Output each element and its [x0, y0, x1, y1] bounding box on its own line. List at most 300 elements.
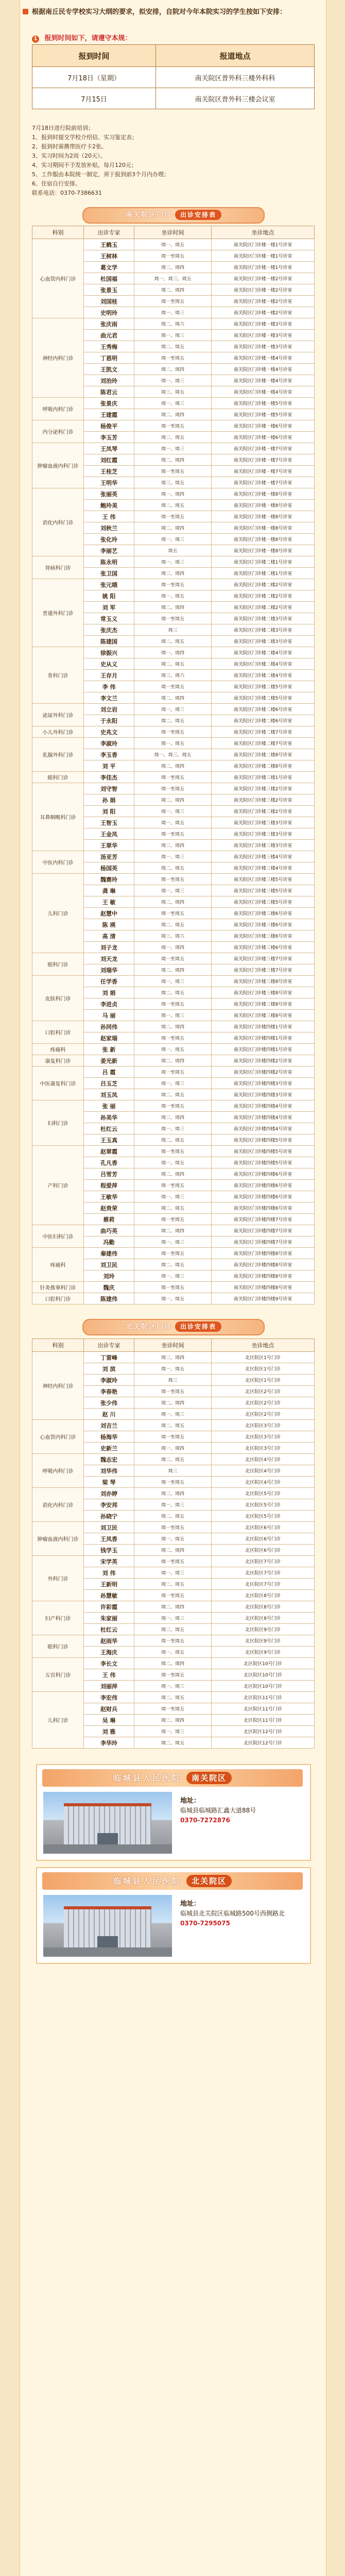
column-header: 科别 — [32, 226, 84, 239]
doctor-cell: 杜红云 — [84, 1123, 134, 1134]
doctor-cell: 刘吉兰 — [84, 1420, 134, 1431]
schedule-cell: 周三、周五 — [134, 477, 212, 488]
doctor-cell: 陈君云 — [84, 386, 134, 398]
schedule-cell: 周一至周五 — [134, 296, 212, 307]
schedule-cell: 周一至周五 — [134, 1477, 212, 1488]
doctor-cell: 刘 娟 — [84, 987, 134, 998]
doctor-cell: 刘立岩 — [84, 704, 134, 715]
table-row — [32, 1522, 315, 1533]
table-row — [32, 1293, 315, 1304]
schedule-cell: 周一、周三 — [134, 1499, 212, 1511]
doctor-cell: 徐振兴 — [84, 647, 134, 658]
doctor-cell: 王桂芝 — [84, 466, 134, 477]
doctor-cell: 姜光新 — [84, 1055, 134, 1066]
department-cell: 眼科门诊 — [32, 772, 84, 783]
schedule-cell: 周一至周五 — [134, 1703, 212, 1715]
schedule-cell: 周二、周四 — [134, 522, 212, 534]
schedule-cell: 周二、周五 — [134, 1737, 212, 1749]
note-line: 联系电话：0370-7386631 — [32, 190, 102, 196]
location-cell: 北区院区1号门诊 — [212, 1363, 315, 1375]
table-row — [32, 1692, 315, 1703]
schedule-cell: 周二、周五 — [134, 1420, 212, 1431]
doctor-cell: 史从义 — [84, 658, 134, 670]
location-cell: 北区院区7号门诊 — [212, 1556, 315, 1567]
location-cell: 南关院区门诊楼一楼2号诊室 — [212, 296, 315, 307]
department-cell: 疼痛科 — [32, 1044, 84, 1055]
location-cell: 南关院区门诊楼三楼2号诊室 — [212, 806, 315, 817]
department-cell: 外科门诊 — [32, 1556, 84, 1601]
doctor-cell: 王翠华 — [84, 840, 134, 851]
doctor-cell: 任学香 — [84, 976, 134, 987]
doctor-cell: 史兆文 — [84, 726, 134, 738]
department-cell: 骨科门诊 — [32, 647, 84, 704]
note-line: 4、实习期间不予发放补贴，每月120元； — [32, 162, 137, 168]
doctor-cell: 刘红霞 — [84, 454, 134, 466]
table-row — [32, 239, 315, 250]
schedule-cell: 周一、周三 — [134, 851, 212, 862]
doctor-cell: 刘治玲 — [84, 375, 134, 386]
schedule-cell: 周二、周四 — [134, 1488, 212, 1499]
department-cell: 呼吸内科门诊 — [32, 398, 84, 420]
doctor-cell: 李进贞 — [84, 998, 134, 1010]
schedule-cell: 周二、周五 — [134, 1692, 212, 1703]
location-cell: 南关院区门诊楼三楼5号诊室 — [212, 885, 315, 896]
schedule-cell: 周二、周五 — [134, 1202, 212, 1214]
department-cell: 内分泌科门诊 — [32, 420, 84, 443]
doctor-cell: 张卫国 — [84, 568, 134, 579]
section2-banner-pill: 出诊安排表 — [175, 1321, 221, 1332]
schedule-cell: 周二、周五 — [134, 658, 212, 670]
doctor-cell: 王新明 — [84, 1579, 134, 1590]
schedule-cell: 周二、周五 — [134, 1579, 212, 1590]
location-cell: 南关院区门诊楼一楼4号诊室 — [212, 364, 315, 375]
doctor-cell: 刘亦婷 — [84, 1488, 134, 1499]
location-cell: 南关院区门诊楼三楼4号诊室 — [212, 862, 315, 874]
doctor-cell: 陈建国 — [84, 636, 134, 647]
report-heading-text: 报到时间如下，请遵守本规： — [44, 35, 132, 42]
card-address — [180, 1899, 304, 1928]
schedule-cell: 周二、周四 — [134, 896, 212, 908]
phone-number: 0370-7272876 — [180, 1817, 230, 1824]
location-cell: 北区院区5号门诊 — [212, 1488, 315, 1499]
department-cell: 心血管内科门诊 — [32, 239, 84, 318]
schedule-cell: 周二、周四 — [134, 284, 212, 296]
schedule-cell: 周一至周五 — [134, 1180, 212, 1191]
location-cell: 北区院区2号门诊 — [212, 1386, 315, 1397]
doctor-cell: 李 伟 — [84, 681, 134, 692]
doctor-cell: 李玉芳 — [84, 432, 134, 443]
schedule-cell: 周一至周五 — [134, 1214, 212, 1225]
department-cell: 神经内科门诊 — [32, 1352, 84, 1420]
schedule-cell: 周二、周四 — [134, 1397, 212, 1409]
location-cell: 南关院区门诊楼四楼3号诊室 — [212, 1078, 315, 1089]
schedule-cell: 周二、周四 — [134, 568, 212, 579]
table-row — [32, 420, 315, 432]
schedule-cell: 周一至周五 — [134, 783, 212, 794]
card-heading — [42, 1769, 303, 1787]
table-row — [32, 1635, 315, 1647]
location-cell: 北区院区6号门诊 — [212, 1533, 315, 1545]
location-cell: 南关院区门诊楼三楼6号诊室 — [212, 942, 315, 953]
location-cell: 南关院区门诊楼一楼2号诊室 — [212, 284, 315, 296]
schedule-cell: 周一、周三 — [134, 534, 212, 545]
location-cell: 南关院区门诊楼四楼1号诊室 — [212, 1044, 315, 1055]
card-heading-pill: 南关院区 — [186, 1772, 232, 1784]
schedule-cell: 周一、周三 — [134, 398, 212, 409]
schedule-cell: 周一至周五 — [134, 681, 212, 692]
table-row — [32, 1248, 315, 1259]
location-cell: 南关院区门诊楼四楼4号诊室 — [212, 1112, 315, 1123]
schedule-cell: 周一至周五 — [134, 1635, 212, 1647]
location-cell: 南关院区门诊楼四楼2号诊室 — [212, 1055, 315, 1066]
doctor-cell: 杨俊平 — [84, 420, 134, 432]
schedule-cell: 周一、周三 — [134, 1270, 212, 1282]
department-cell: 肿瘤血液内科门诊 — [32, 443, 84, 488]
department-cell: 普通外科门诊 — [32, 579, 84, 647]
location-cell: 北区院区9号门诊 — [212, 1647, 315, 1658]
doctor-cell: 李宏伟 — [84, 1692, 134, 1703]
department-cell: 妇产科门诊 — [32, 1601, 84, 1635]
table-row — [32, 976, 315, 987]
card-heading — [42, 1872, 303, 1890]
schedule-cell: 周一、周四 — [134, 1443, 212, 1454]
department-cell: 口腔科门诊 — [32, 1021, 84, 1044]
schedule-cell: 周二、周四 — [134, 1601, 212, 1613]
notice-intro — [32, 7, 314, 18]
location-cell: 北区院区11号门诊 — [212, 1692, 315, 1703]
schedule-cell: 周一、周三 — [134, 976, 212, 987]
location-cell: 南关院区门诊楼四楼6号诊室 — [212, 1191, 315, 1202]
table-row — [32, 88, 315, 109]
column-header: 科别 — [32, 1339, 84, 1352]
schedule-cell: 周一、周五 — [134, 590, 212, 602]
location-cell: 南关院区门诊楼二楼5号诊室 — [212, 692, 315, 704]
location-cell: 南关院区门诊楼二楼4号诊室 — [212, 670, 315, 681]
location-cell: 南关院区门诊楼三楼6号诊室 — [212, 919, 315, 930]
schedule-cell: 周一、周三 — [134, 1010, 212, 1021]
column-header: 坐诊地点 — [212, 1339, 315, 1352]
location-cell: 南关院区门诊楼三楼2号诊室 — [212, 794, 315, 806]
schedule-cell: 周一至周五 — [134, 908, 212, 919]
location-cell: 南关院区门诊楼一楼8号诊室 — [212, 522, 315, 534]
doctor-cell: 汤亚芳 — [84, 851, 134, 862]
location-cell: 北区院区4号门诊 — [212, 1454, 315, 1465]
schedule-cell: 周二、周四 — [134, 262, 212, 273]
doctor-cell: 赵家瑞 — [84, 1032, 134, 1044]
location-cell: 北区院区2号门诊 — [212, 1409, 315, 1420]
schedule-cell: 周五 — [134, 545, 212, 556]
schedule-cell: 周一、周四 — [134, 942, 212, 953]
doctor-cell: 张元娥 — [84, 579, 134, 590]
location-cell: 南关院区门诊楼二楼7号诊室 — [212, 738, 315, 749]
schedule-cell: 周一、周三、周五 — [134, 273, 212, 284]
doctor-cell: 王 敏 — [84, 896, 134, 908]
department-cell: 心血管内科门诊 — [32, 1420, 84, 1454]
location-cell: 南关院区门诊楼三楼5号诊室 — [212, 896, 315, 908]
doctor-cell: 高 清 — [84, 930, 134, 942]
schedule-cell: 周一至周五 — [134, 420, 212, 432]
doctor-cell: 刘丽萍 — [84, 1681, 134, 1692]
department-cell: 呼吸内科门诊 — [32, 1454, 84, 1488]
doctor-cell: 王玉真 — [84, 1134, 134, 1146]
location-cell: 南关院区门诊楼二楼2号诊室 — [212, 579, 315, 590]
location-cell: 北区院区11号门诊 — [212, 1703, 315, 1715]
doctor-cell: 史明玲 — [84, 307, 134, 318]
location-cell: 北区院区3号门诊 — [212, 1431, 315, 1443]
card-heading-pill: 北关院区 — [186, 1875, 232, 1887]
doctor-cell: 鲍玲美 — [84, 500, 134, 511]
location-cell: 南关院区门诊楼一楼6号诊室 — [212, 420, 315, 432]
location-cell: 南关院区门诊楼一楼3号诊室 — [212, 341, 315, 352]
doctor-cell: 梁 琴 — [84, 1477, 134, 1488]
location-cell: 南关院区门诊楼二楼6号诊室 — [212, 704, 315, 715]
schedule-cell: 周一、周五 — [134, 1363, 212, 1375]
doctor-cell: 葛文学 — [84, 262, 134, 273]
location-cell: 南关院区门诊楼一楼7号诊室 — [212, 477, 315, 488]
doctor-cell: 蔡莉 — [84, 1214, 134, 1225]
department-cell: 肿瘤血液内科门诊 — [32, 1522, 84, 1556]
schedule-cell: 周二、周四 — [134, 840, 212, 851]
address-label: 地址： — [180, 1900, 201, 1908]
location-cell: 南关院区门诊楼四楼8号诊室 — [212, 1282, 315, 1293]
card-heading-text: 临城县人民医院 — [113, 1773, 182, 1783]
table-row — [32, 647, 315, 658]
doctor-cell: 李淑玲 — [84, 738, 134, 749]
note-line: 1、报到时提交学校介绍信、实习鉴定表； — [32, 134, 137, 141]
schedule-cell: 周二、周五 — [134, 341, 212, 352]
doctor-cell: 王凤琴 — [84, 443, 134, 454]
doctor-cell: 李淑玲 — [84, 1375, 134, 1386]
location-cell: 南关院区门诊楼一楼8号诊室 — [212, 545, 315, 556]
doctor-cell: 冯勤 — [84, 1236, 134, 1248]
schedule-cell: 周一、周三 — [134, 307, 212, 318]
department-cell: 五官科门诊 — [32, 1658, 84, 1692]
schedule-cell: 周二、周五 — [134, 862, 212, 874]
location-cell: 南关院区门诊楼一楼3号诊室 — [212, 330, 315, 341]
schedule-cell: 周二、周四 — [134, 1715, 212, 1726]
doctor-cell: 王 伟 — [84, 1669, 134, 1681]
doctor-cell: 赵翠霞 — [84, 1146, 134, 1157]
department-cell: 神经内科门诊 — [32, 318, 84, 398]
schedule-cell: 周一至周五 — [134, 250, 212, 262]
schedule-cell: 周一至周五 — [134, 579, 212, 590]
location-cell: 南关院区门诊楼四楼8号诊室 — [212, 1270, 315, 1282]
doctor-cell: 李长文 — [84, 1658, 134, 1669]
department-cell: 小儿外科门诊 — [32, 726, 84, 738]
schedule-cell: 周二、周四 — [134, 1055, 212, 1066]
schedule-cell: 周二、周五 — [134, 1134, 212, 1146]
location-cell: 南关院区门诊楼三楼5号诊室 — [212, 874, 315, 885]
report-cell: 7月18日（星期） — [32, 67, 156, 88]
table-row — [32, 704, 315, 715]
schedule-cell: 周一至周五 — [134, 828, 212, 840]
schedule-cell: 周二、周四 — [134, 409, 212, 420]
doctor-cell: 刘子龙 — [84, 942, 134, 953]
location-cell: 南关院区门诊楼一楼6号诊室 — [212, 432, 315, 443]
schedule-cell: 周二、周四 — [134, 364, 212, 375]
doctor-cell: 刘华伟 — [84, 1465, 134, 1477]
doctor-cell: 杨海华 — [84, 1431, 134, 1443]
doctor-cell: 王存月 — [84, 670, 134, 681]
table-row — [32, 443, 315, 454]
phone-number: 0370-7295075 — [180, 1920, 230, 1927]
schedule-cell: 周一至周五 — [134, 1522, 212, 1533]
location-cell: 南关院区门诊楼三楼8号诊室 — [212, 1010, 315, 1021]
doctor-cell: 孙慧敏 — [84, 1590, 134, 1601]
note-line: 7月18日进行院前培训； — [32, 125, 94, 131]
schedule-cell: 周二、周四 — [134, 794, 212, 806]
department-cell: 康复科门诊 — [32, 1055, 84, 1066]
location-cell: 北区院区8号门诊 — [212, 1590, 315, 1601]
location-cell: 南关院区门诊楼三楼3号诊室 — [212, 840, 315, 851]
report-cell: 南关院区普外科三楼外科科 — [156, 67, 315, 88]
doctor-cell: 钱学玉 — [84, 1545, 134, 1556]
table-row — [32, 1454, 315, 1465]
doctor-cell: 曲巧英 — [84, 1225, 134, 1236]
table-row — [32, 579, 315, 590]
location-cell: 南关院区门诊楼一楼5号诊室 — [212, 409, 315, 420]
schedule-cell: 周三、周六 — [134, 930, 212, 942]
schedule-cell: 周二、周四 — [134, 1225, 212, 1236]
location-cell: 南关院区门诊楼二楼3号诊室 — [212, 624, 315, 636]
doctor-cell: 王凯文 — [84, 364, 134, 375]
report-heading — [32, 32, 132, 43]
doctor-cell: 王鹤玉 — [84, 239, 134, 250]
location-cell: 北区院区6号门诊 — [212, 1522, 315, 1533]
schedule-cell: 周一至周五 — [134, 1032, 212, 1044]
schedule-cell: 周一、周三 — [134, 1613, 212, 1624]
location-cell: 南关院区门诊楼三楼3号诊室 — [212, 828, 315, 840]
schedule-cell: 周一、周五 — [134, 817, 212, 828]
bullet-icon — [23, 9, 28, 14]
schedule-cell: 周一、周三 — [134, 330, 212, 341]
schedule-cell: 周二、周五 — [134, 919, 212, 930]
doctor-cell: 王建霞 — [84, 409, 134, 420]
location-cell: 南关院区门诊楼四楼8号诊室 — [212, 1259, 315, 1270]
hospital-building-image — [43, 1792, 172, 1854]
table-row — [32, 1055, 315, 1066]
schedule-cell: 周一、周三 — [134, 443, 212, 454]
location-cell: 南关院区门诊楼三楼2号诊室 — [212, 783, 315, 794]
schedule-cell: 周一至周五 — [134, 1248, 212, 1259]
doctor-cell: 李玉香 — [84, 749, 134, 760]
doctor-cell: 刘天龙 — [84, 953, 134, 964]
schedule-cell: 周三 — [134, 624, 212, 636]
location-cell: 南关院区门诊楼一楼5号诊室 — [212, 398, 315, 409]
department-cell: 肾病科门诊 — [32, 556, 84, 579]
location-cell: 北区院区8号门诊 — [212, 1613, 315, 1624]
doctor-cell: 史新兰 — [84, 1443, 134, 1454]
table-row — [32, 556, 315, 568]
location-cell: 南关院区门诊楼一楼1号诊室 — [212, 239, 315, 250]
note-line: 6、住宿自行安排。 — [32, 180, 81, 187]
location-cell: 南关院区门诊楼三楼4号诊室 — [212, 851, 315, 862]
doctor-cell: 王智玉 — [84, 817, 134, 828]
section1-banner-title: 南关院区门诊 — [125, 211, 172, 219]
doctor-cell: 马 丽 — [84, 1010, 134, 1021]
schedule-cell: 周一至周五 — [134, 1386, 212, 1397]
doctor-cell: 秦建伟 — [84, 1248, 134, 1259]
report-table — [32, 44, 315, 109]
doctor-cell: 孔凡香 — [84, 1157, 134, 1168]
report-header-time: 报到时间 — [32, 45, 156, 67]
doctor-cell: 魏庆 — [84, 1282, 134, 1293]
schedule-cell: 周一、周三 — [134, 1123, 212, 1134]
location-cell: 南关院区门诊楼四楼7号诊室 — [212, 1236, 315, 1248]
schedule-cell: 周二、周五 — [134, 715, 212, 726]
location-cell: 北区院区9号门诊 — [212, 1624, 315, 1635]
location-cell: 南关院区门诊楼四楼7号诊室 — [212, 1225, 315, 1236]
doctor-cell: 魏赛玲 — [84, 874, 134, 885]
note-line: 3、实习时间为2周（20天）。 — [32, 152, 106, 159]
doctor-cell: 张丽英 — [84, 488, 134, 500]
table-row — [32, 1420, 315, 1431]
section1-schedule-table — [32, 226, 315, 1304]
schedule-cell: 周二、周五 — [134, 1259, 212, 1270]
location-cell: 北区院区11号门诊 — [212, 1715, 315, 1726]
schedule-cell: 周一、周三 — [134, 375, 212, 386]
schedule-cell: 周一至周五 — [134, 874, 212, 885]
doctor-cell: 张景玉 — [84, 284, 134, 296]
location-cell: 南关院区门诊楼四楼2号诊室 — [212, 1066, 315, 1078]
column-header: 出诊专家 — [84, 226, 134, 239]
schedule-cell: 周二、周四 — [134, 1112, 212, 1123]
doctor-cell: 赵慧中 — [84, 908, 134, 919]
table-row — [32, 1225, 315, 1236]
table-row — [32, 874, 315, 885]
schedule-cell: 周一至周五 — [134, 1066, 212, 1078]
department-cell: 消化内科门诊 — [32, 1488, 84, 1522]
doctor-cell: 王明华 — [84, 477, 134, 488]
table-row — [32, 1352, 315, 1363]
notice-intro-text: 根据南丘民专学校实习大纲的要求，拟安排，自院对今年本院实习的学生按如下安排： — [32, 8, 287, 16]
location-cell: 南关院区门诊楼一楼2号诊室 — [212, 273, 315, 284]
schedule-cell: 周一至周五 — [134, 1669, 212, 1681]
location-cell: 南关院区门诊楼一楼3号诊室 — [212, 318, 315, 330]
table-row — [32, 1658, 315, 1669]
location-cell: 南关院区门诊楼四楼4号诊室 — [212, 1100, 315, 1112]
doctor-cell: 刘卫民 — [84, 1259, 134, 1270]
schedule-cell: 周一至周五 — [134, 772, 212, 783]
doctor-cell: 孙晓宁 — [84, 1511, 134, 1522]
schedule-cell: 周二、周五 — [134, 987, 212, 998]
location-cell: 南关院区门诊楼四楼3号诊室 — [212, 1089, 315, 1100]
card-heading-text: 临城县人民医院 — [113, 1876, 182, 1886]
report-header-location: 报道地点 — [156, 45, 315, 67]
section1-banner — [82, 207, 265, 224]
table-row — [32, 1556, 315, 1567]
department-cell: 儿科门诊 — [32, 874, 84, 953]
column-header: 坐诊时间 — [134, 1339, 212, 1352]
doctor-cell: 孙 娟 — [84, 794, 134, 806]
doctor-cell: 陈永明 — [84, 556, 134, 568]
doctor-cell: 刘玲 — [84, 1270, 134, 1282]
location-cell: 北区院区1号门诊 — [212, 1352, 315, 1363]
doctor-cell: 魏志宏 — [84, 1454, 134, 1465]
schedule-cell: 周一、周三 — [134, 806, 212, 817]
schedule-cell: 周一、周三 — [134, 1681, 212, 1692]
table-row — [32, 1488, 315, 1499]
schedule-cell: 周一、周三 — [134, 1726, 212, 1737]
table-row — [32, 1066, 315, 1078]
department-cell: 眼科门诊 — [32, 1635, 84, 1658]
doctor-cell: 杨国英 — [84, 862, 134, 874]
table-row — [32, 398, 315, 409]
location-cell: 南关院区门诊楼一楼1号诊室 — [212, 262, 315, 273]
schedule-cell: 周一、周五 — [134, 1044, 212, 1055]
hospital-building-image — [43, 1895, 172, 1957]
doctor-cell: 刘守智 — [84, 783, 134, 794]
